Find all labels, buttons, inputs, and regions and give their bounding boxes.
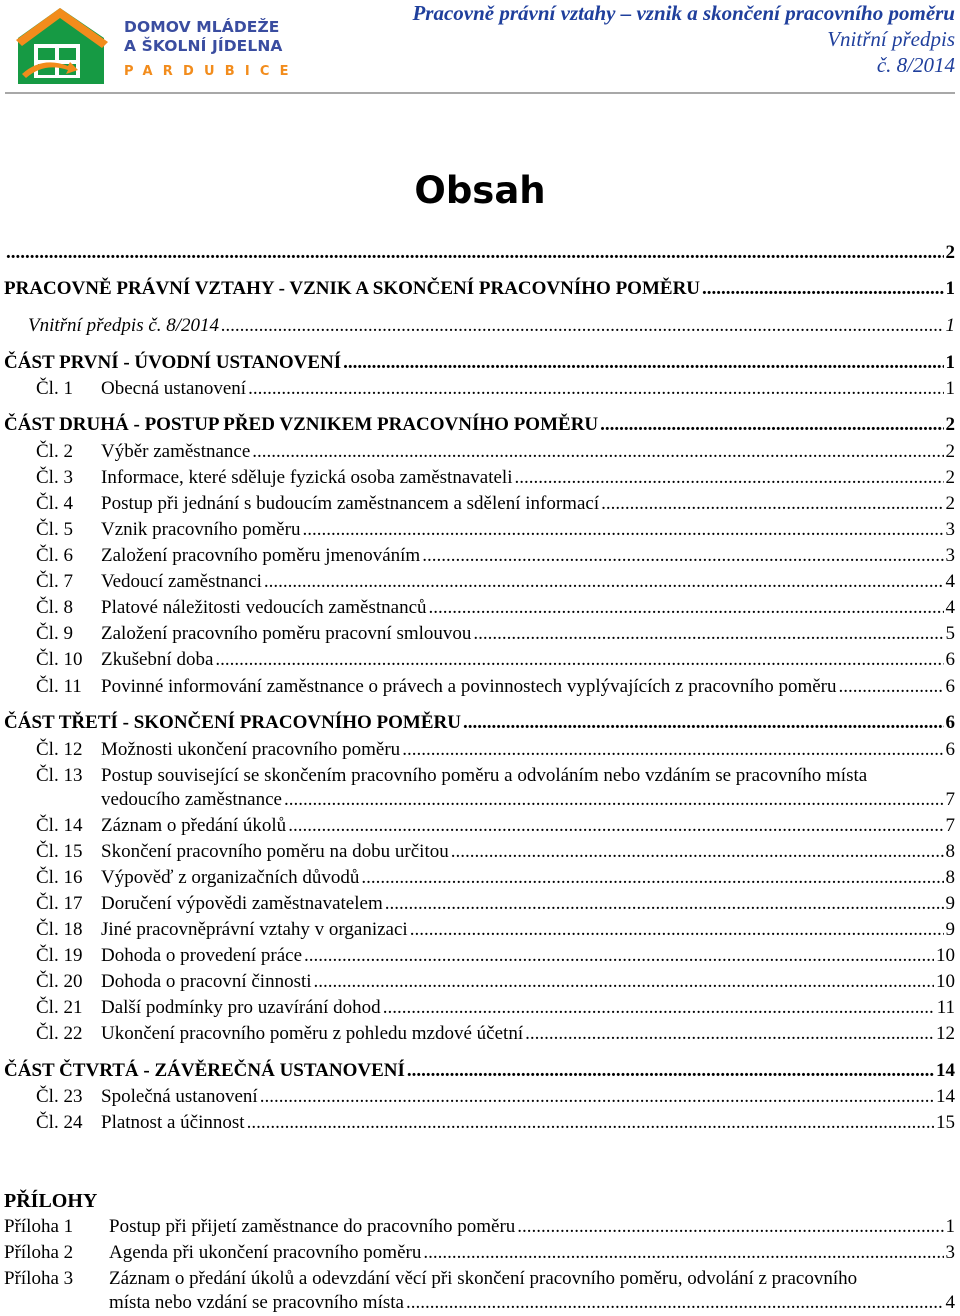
toc-entry-label: ČÁST DRUHÁ - POSTUP PŘED VZNIKEM PRACOVNÍHO POMĚRU (4, 414, 599, 435)
toc-page-number: 10 (936, 971, 955, 992)
toc-entry-label: ČÁST ČTVRTÁ - ZÁVĚREČNÁ USTANOVENÍ (4, 1060, 405, 1081)
leader-dots (423, 1240, 943, 1266)
toc-page-number: 6 (945, 649, 955, 670)
toc-entry-label: Založení pracovního poměru pracovní smlouvou (101, 623, 472, 644)
toc-page-number: 1 (945, 278, 955, 299)
toc-entry-label: Výpověď z organizačních důvodů (101, 867, 360, 888)
article-number: Čl. 4 (36, 493, 73, 514)
toc-entry-label: Vnitřní předpis č. 8/2014 (28, 315, 220, 336)
toc-entry-label: Dohoda o provedení práce (101, 945, 303, 966)
attachment-entry[interactable] (4, 1214, 955, 1240)
toc-entry[interactable] (4, 995, 955, 1021)
logo-city: PARDUBICE (124, 64, 299, 79)
toc-page-number: 4 (945, 571, 955, 592)
attachments-heading: PŘÍLOHY (4, 1190, 98, 1212)
toc-entry-label: Postup související se skončením pracovního poměru a odvoláním nebo vzdáním se pracovního místa (101, 765, 868, 786)
leader-dots (221, 313, 943, 339)
leader-dots (410, 917, 944, 943)
toc-entry-label: Zkušební doba (101, 649, 214, 670)
article-number: Čl. 13 (36, 765, 83, 786)
leader-dots (517, 1214, 943, 1240)
attachment-label: Postup při přijetí zaměstnance do pracovního poměru (109, 1216, 516, 1237)
toc-page-number: 7 (945, 815, 955, 836)
article-number: Čl. 17 (36, 893, 83, 914)
toc-entry[interactable] (4, 491, 955, 517)
leader-dots (407, 1058, 934, 1084)
toc-entry-label: Postup při jednání s budoucím zaměstnancem a sdělení informací (101, 493, 600, 514)
attachment-entry[interactable] (4, 1240, 955, 1266)
toc-entry-label: Vedoucí zaměstnanci (101, 571, 262, 592)
toc-entry-label: Povinné informování zaměstnance o právech a povinnostech vyplývajících z pracovního poměru (101, 676, 837, 697)
attachment-label: Agenda při ukončení pracovního poměru (109, 1242, 422, 1263)
toc-entry[interactable] (4, 569, 955, 595)
article-number: Čl. 9 (36, 623, 73, 644)
leader-dots (514, 465, 943, 491)
attachment-entry[interactable] (4, 1266, 955, 1292)
organization-logo (12, 4, 299, 88)
leader-dots (383, 995, 935, 1021)
toc-entry[interactable] (4, 1084, 955, 1110)
leader-dots (288, 813, 943, 839)
toc-page-number: 10 (936, 945, 955, 966)
toc-entry[interactable] (4, 376, 955, 402)
toc-page-number: 9 (945, 893, 955, 914)
toc-entry[interactable] (4, 621, 955, 647)
leader-dots (601, 491, 943, 517)
toc-entry-label: Ukončení pracovního poměru z pohledu mzdové účetní (101, 1023, 524, 1044)
toc-entry-label: Dohoda o pracovní činnosti (101, 971, 312, 992)
article-number: Čl. 15 (36, 841, 83, 862)
leader-dots (422, 543, 943, 569)
toc-entry[interactable] (4, 674, 955, 700)
toc-entry[interactable] (4, 865, 955, 891)
toc-entry-label: Záznam o předání úkolů (101, 815, 287, 836)
toc-entry-label: Doručení výpovědi zaměstnavatelem (101, 893, 383, 914)
logo-line-2: A ŠKOLNÍ JÍDELNA (124, 37, 283, 55)
toc-page-number: 6 (945, 712, 955, 733)
toc-entry[interactable] (4, 1110, 955, 1136)
toc-page-number: 5 (945, 623, 955, 644)
toc-page-number: 8 (945, 867, 955, 888)
attachment-label: místa nebo vzdání se pracovního místa (109, 1292, 404, 1313)
leader-dots (247, 1110, 934, 1136)
leader-dots (252, 439, 943, 465)
toc-entry[interactable] (4, 969, 955, 995)
toc-page-number: 1 (945, 315, 955, 336)
toc-entry-label: Platnost a účinnost (101, 1112, 245, 1133)
toc-page-number: 2 (945, 467, 955, 488)
leader-dots (600, 412, 943, 438)
leader-dots (406, 1290, 944, 1316)
page-header (0, 0, 960, 96)
toc-entry[interactable] (28, 313, 955, 339)
toc-entry-label: Možnosti ukončení pracovního poměru (101, 739, 401, 760)
logo-line-1: DOMOV MLÁDEŽE (124, 18, 280, 36)
toc-entry[interactable] (4, 839, 955, 865)
toc-entry[interactable] (4, 943, 955, 969)
leader-dots (473, 621, 943, 647)
toc-page-number: 6 (945, 739, 955, 760)
toc-page-number: 14 (936, 1086, 955, 1107)
article-number: Čl. 7 (36, 571, 73, 592)
leader-dots (463, 710, 944, 736)
house-logo-icon (12, 4, 112, 88)
toc-entry-label: Platové náležitosti vedoucích zaměstnanců (101, 597, 427, 618)
toc-page-number: 1 (945, 378, 955, 399)
toc-page-number: 6 (945, 676, 955, 697)
article-number: Čl. 24 (36, 1112, 83, 1133)
toc-entry[interactable] (4, 917, 955, 943)
toc-entry-label: ČÁST TŘETÍ - SKONČENÍ PRACOVNÍHO POMĚRU (4, 712, 461, 733)
toc-entry-label: Jiné pracovněprávní vztahy v organizaci (101, 919, 408, 940)
toc-entry-continuation[interactable] (101, 787, 955, 813)
attachment-label: Záznam o předání úkolů a odevzdání věcí při skončení pracovního poměru, odvolání z pracovního (109, 1268, 858, 1289)
toc-entry[interactable] (4, 1021, 955, 1047)
toc-page-number: 15 (936, 1112, 955, 1133)
article-number: Čl. 20 (36, 971, 83, 992)
leader-dots (314, 969, 934, 995)
toc-page-number: 2 (945, 242, 955, 263)
toc-page-number: 4 (945, 1292, 955, 1313)
toc-entry-label: Vznik pracovního poměru (101, 519, 301, 540)
leader-dots (361, 865, 943, 891)
toc-page-number: 2 (945, 441, 955, 462)
attachment-number: Příloha 3 (4, 1268, 74, 1289)
leader-dots (304, 943, 934, 969)
page-title: Obsah (414, 169, 546, 212)
toc-entry-label: Další podmínky pro uzavírání dohod (101, 997, 381, 1018)
toc-page-number: 14 (936, 1060, 955, 1081)
article-number: Čl. 12 (36, 739, 83, 760)
toc-entry[interactable] (4, 240, 955, 266)
toc-entry[interactable] (4, 517, 955, 543)
article-number: Čl. 2 (36, 441, 73, 462)
toc-entry[interactable] (4, 813, 955, 839)
toc-entry-label: vedoucího zaměstnance (101, 789, 282, 810)
toc-entry[interactable] (4, 350, 955, 376)
header-info (412, 0, 955, 78)
article-number: Čl. 5 (36, 519, 73, 540)
toc-entry-label: Společná ustanovení (101, 1086, 258, 1107)
leader-dots (6, 240, 944, 266)
header-number: č. 8/2014 (876, 53, 955, 77)
toc-page-number: 1 (945, 1216, 955, 1237)
article-number: Čl. 21 (36, 997, 83, 1018)
leader-dots (343, 350, 943, 376)
toc-page-number: 4 (945, 597, 955, 618)
toc-entry[interactable] (4, 891, 955, 917)
toc-entry[interactable] (4, 737, 955, 763)
toc-entry[interactable] (4, 763, 955, 789)
attachment-entry-continuation[interactable] (109, 1290, 955, 1316)
leader-dots (451, 839, 944, 865)
leader-dots (302, 517, 943, 543)
leader-dots (702, 276, 943, 302)
leader-dots (260, 1084, 934, 1110)
toc-page-number: 9 (945, 919, 955, 940)
toc-entry[interactable] (4, 276, 955, 302)
toc-entry[interactable] (4, 1058, 955, 1084)
leader-dots (215, 647, 943, 673)
toc-page-number: 11 (936, 997, 955, 1018)
toc-entry[interactable] (4, 647, 955, 673)
leader-dots (248, 376, 943, 402)
toc-page-number: 2 (945, 414, 955, 435)
toc-entry-label: PRACOVNĚ PRÁVNÍ VZTAHY - VZNIK A SKONČENÍ PRACOVNÍHO POMĚRU (4, 278, 701, 299)
toc-entry[interactable] (4, 543, 955, 569)
toc-entry[interactable] (4, 595, 955, 621)
toc-entry-label: ČÁST PRVNÍ - ÚVODNÍ USTANOVENÍ (4, 352, 342, 373)
article-number: Čl. 14 (36, 815, 83, 836)
article-number: Čl. 3 (36, 467, 73, 488)
article-number: Čl. 19 (36, 945, 83, 966)
article-number: Čl. 1 (36, 378, 73, 399)
toc-entry[interactable] (4, 710, 955, 736)
toc-page-number: 12 (936, 1023, 955, 1044)
leader-dots (385, 891, 944, 917)
toc-entry[interactable] (4, 465, 955, 491)
toc-page-number: 7 (945, 789, 955, 810)
article-number: Čl. 6 (36, 545, 73, 566)
article-number: Čl. 10 (36, 649, 83, 670)
toc-entry-label: Založení pracovního poměru jmenováním (101, 545, 421, 566)
attachment-number: Příloha 2 (4, 1242, 74, 1263)
toc-page-number: 3 (945, 519, 955, 540)
leader-dots (839, 674, 944, 700)
toc-page-number: 8 (945, 841, 955, 862)
toc-entry-label: Obecná ustanovení (101, 378, 247, 399)
toc-entry[interactable] (4, 412, 955, 438)
article-number: Čl. 22 (36, 1023, 83, 1044)
article-number: Čl. 8 (36, 597, 73, 618)
article-number: Čl. 11 (36, 676, 82, 697)
leader-dots (284, 787, 944, 813)
leader-dots (264, 569, 944, 595)
toc-entry-label: Skončení pracovního poměru na dobu určitou (101, 841, 449, 862)
article-number: Čl. 18 (36, 919, 83, 940)
toc-page-number: 3 (945, 1242, 955, 1263)
leader-dots (402, 737, 943, 763)
toc-entry[interactable] (4, 439, 955, 465)
toc-page-number: 3 (945, 545, 955, 566)
article-number: Čl. 23 (36, 1086, 83, 1107)
toc-entry-label: Informace, které sděluje fyzická osoba zaměstnavateli (101, 467, 513, 488)
header-subtitle: Vnitřní předpis (827, 27, 955, 51)
toc-page-number: 1 (945, 352, 955, 373)
header-title: Pracovně právní vztahy – vznik a skončení pracovního poměru (412, 1, 955, 25)
attachment-number: Příloha 1 (4, 1216, 74, 1237)
leader-dots (429, 595, 944, 621)
toc-entry-label: Výběr zaměstnance (101, 441, 251, 462)
article-number: Čl. 16 (36, 867, 83, 888)
toc-page-number: 2 (945, 493, 955, 514)
header-divider (5, 92, 955, 94)
leader-dots (525, 1021, 934, 1047)
